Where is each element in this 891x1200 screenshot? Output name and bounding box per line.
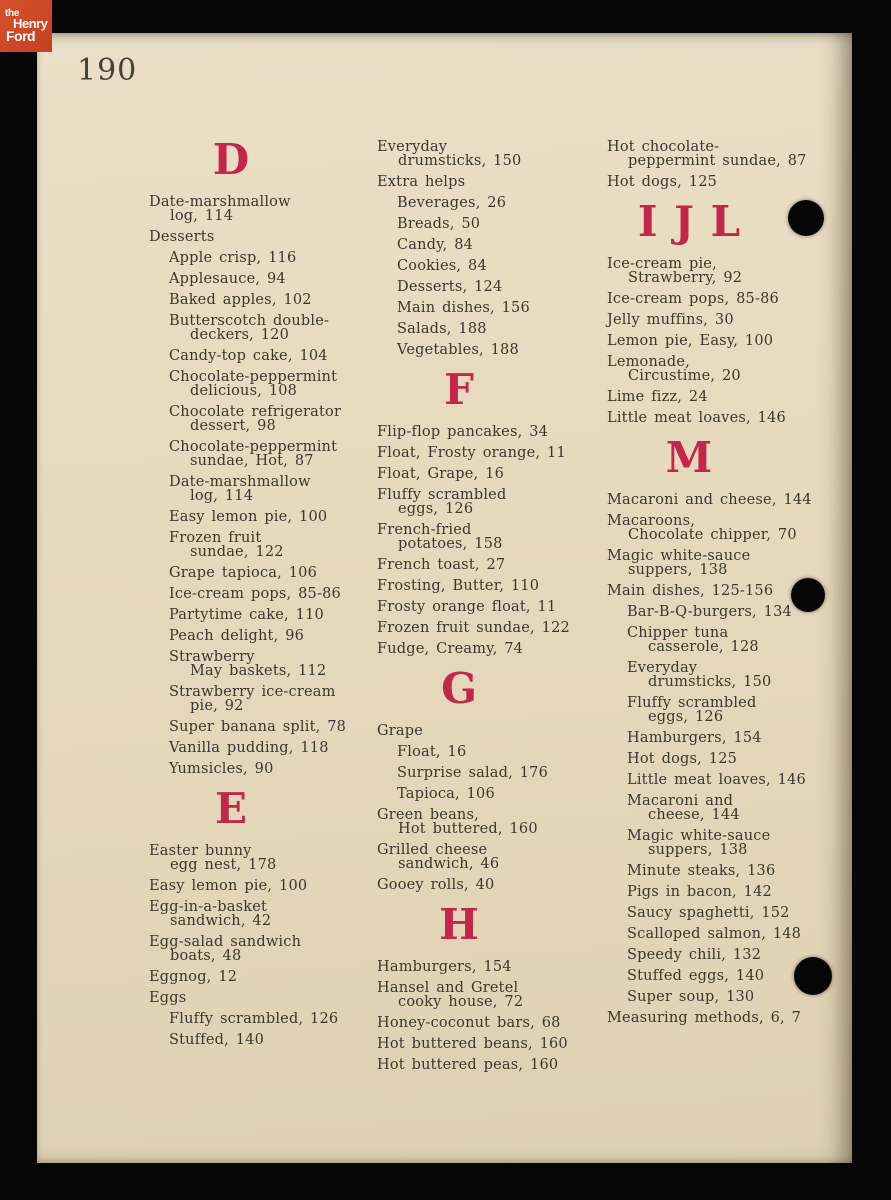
index-entry-line: Lime fizz, 24 [607, 389, 708, 405]
index-entry-wrap-line: peppermint sundae, 87 [628, 153, 807, 169]
hole-punch [788, 200, 824, 236]
index-entry [377, 175, 592, 189]
index-entry-line: Beverages, 26 [397, 195, 507, 211]
index-entry [377, 724, 592, 738]
index-entry [149, 272, 364, 286]
index-entry-line: Chipper tuna [627, 625, 729, 641]
index-entry-line: Stuffed eggs, 140 [627, 968, 765, 984]
index-entry-line: Desserts, 124 [397, 279, 503, 295]
index-entry [149, 531, 364, 559]
index-entry-line: Hot dogs, 125 [627, 751, 738, 767]
index-entry [149, 879, 364, 893]
index-entry-line: Salads, 188 [397, 321, 487, 337]
page-number: 190 [77, 53, 138, 88]
index-entry-line: Saucy spaghetti, 152 [627, 905, 790, 921]
index-entry [607, 794, 849, 822]
index-entry-line: Magic white-sauce [607, 548, 751, 564]
index-entry-line: Hot buttered peas, 160 [377, 1057, 559, 1073]
index-entry-line: Fluffy scrambled [377, 487, 507, 503]
index-entry-line: Jelly muffins, 30 [607, 312, 734, 328]
index-entry-line: Ice-cream pie, [607, 256, 717, 272]
index-entry-wrap-line: delicious, 108 [190, 383, 298, 399]
index-entry-line: French-fried [377, 522, 472, 538]
index-entry [607, 1011, 849, 1025]
index-entry-line: Fluffy scrambled [627, 695, 757, 711]
index-entry-line: Baked apples, 102 [169, 292, 312, 308]
index-entry [377, 467, 592, 481]
index-entry-wrap-line: sundae, 122 [190, 544, 284, 560]
index-entry [149, 650, 364, 678]
cookbook-index-page [37, 33, 852, 1163]
index-entry [377, 579, 592, 593]
index-entry [377, 322, 592, 336]
index-entry [377, 981, 592, 1009]
index-entry [607, 829, 849, 857]
index-entry-wrap-line: drumsticks, 150 [648, 674, 772, 690]
index-entry [149, 608, 364, 622]
index-entry [377, 642, 592, 656]
index-entry-line: Lemon pie, Easy, 100 [607, 333, 774, 349]
section-heading-d: D [212, 135, 251, 184]
index-entry [607, 752, 849, 766]
index-entry-line: Strawberry [169, 649, 255, 665]
index-entry-line: Egg-in-a-basket [149, 899, 268, 915]
index-entry-line: Green beans, [377, 807, 479, 823]
index-entry-line: Hot chocolate- [607, 139, 720, 155]
index-entry-line: Little meat loaves, 146 [627, 772, 806, 788]
index-entry-line: Apple crisp, 116 [169, 250, 297, 266]
index-entry-line: Little meat loaves, 146 [607, 410, 786, 426]
index-entry [149, 230, 364, 244]
index-entry-line: Date-marshmallow [169, 474, 311, 490]
index-entry [149, 720, 364, 734]
index-entry-line: Fudge, Creamy, 74 [377, 641, 524, 657]
logo-word-henry: Henry [13, 16, 48, 31]
index-entry-line: Frozen fruit sundae, 122 [377, 620, 570, 636]
index-entry [377, 766, 592, 780]
index-entry-line: Tapioca, 106 [397, 786, 495, 802]
index-entry [607, 411, 849, 425]
index-entry-line: Peach delight, 96 [169, 628, 305, 644]
index-entry-line: Surprise salad, 176 [397, 765, 549, 781]
index-entry-line: Macaroni and cheese, 144 [607, 492, 812, 508]
index-entry [607, 355, 849, 383]
index-entry [607, 493, 849, 507]
hole-punch [794, 957, 832, 995]
index-entry-line: Easter bunny [149, 843, 252, 859]
index-entry [377, 960, 592, 974]
index-entry [607, 334, 849, 348]
index-entry-line: Super banana split, 78 [169, 719, 347, 735]
section-heading-f: F [444, 365, 475, 414]
index-entry-line: Magic white-sauce [627, 828, 771, 844]
index-entry-line: Hamburgers, 154 [377, 959, 512, 975]
index-entry [377, 1016, 592, 1030]
index-entry [149, 844, 364, 872]
index-entry [607, 514, 849, 542]
index-entry-line: Butterscotch double- [169, 313, 330, 329]
index-entry [149, 349, 364, 363]
index-entry [149, 629, 364, 643]
index-entry [377, 558, 592, 572]
index-entry [377, 196, 592, 210]
index-entry-line: Eggnog, 12 [149, 969, 238, 985]
index-entry [149, 762, 364, 776]
index-entry-line: Grape tapioca, 106 [169, 565, 318, 581]
index-entry-wrap-line: suppers, 138 [648, 842, 748, 858]
index-entry [607, 257, 849, 285]
index-entry-wrap-line: casserole, 128 [648, 639, 759, 655]
index-entry-line: Hot buttered beans, 160 [377, 1036, 568, 1052]
index-entry [149, 440, 364, 468]
index-entry [149, 1033, 364, 1047]
index-entry [149, 566, 364, 580]
index-entry [607, 140, 849, 168]
index-entry [607, 864, 849, 878]
index-entry-wrap-line: egg nest, 178 [170, 857, 277, 873]
index-entry [377, 621, 592, 635]
logo-word-the: the [5, 8, 20, 19]
index-entry [607, 390, 849, 404]
index-entry [377, 1058, 592, 1072]
index-entry-line: Ice-cream pops, 85-86 [607, 291, 779, 307]
index-entry-line: Fluffy scrambled, 126 [169, 1011, 339, 1027]
index-entry [607, 313, 849, 327]
index-entry [607, 927, 849, 941]
index-entry-line: Main dishes, 125-156 [607, 583, 774, 599]
index-entry [377, 1037, 592, 1051]
index-entry [607, 731, 849, 745]
index-entry [377, 425, 592, 439]
index-entry-line: Float, Frosty orange, 11 [377, 445, 566, 461]
index-entry-wrap-line: eggs, 126 [398, 501, 474, 517]
index-entry [377, 446, 592, 460]
index-entry-line: Hot dogs, 125 [607, 174, 718, 190]
index-entry-line: Flip-flop pancakes, 34 [377, 424, 549, 440]
index-entry-wrap-line: Strawberry, 92 [628, 270, 743, 286]
index-entry-line: Hamburgers, 154 [627, 730, 762, 746]
index-entry [607, 549, 849, 577]
index-entry-line: French toast, 27 [377, 557, 506, 573]
index-entry-line: Vanilla pudding, 118 [169, 740, 329, 756]
index-entry [149, 251, 364, 265]
index-entry-line: Lemonade, [607, 354, 690, 370]
index-entry-line: Vegetables, 188 [397, 342, 519, 358]
section-heading-h: H [439, 900, 480, 949]
index-entry [149, 510, 364, 524]
index-entry-line: Egg-salad sandwich [149, 934, 302, 950]
index-entry [149, 405, 364, 433]
section-heading-ijl: I J L [637, 197, 742, 246]
index-entry-line: Everyday [627, 660, 698, 676]
index-entry [149, 741, 364, 755]
index-entry-wrap-line: cheese, 144 [648, 807, 740, 823]
index-entry [149, 475, 364, 503]
index-entry [377, 280, 592, 294]
index-entry [377, 523, 592, 551]
index-entry-line: Float, Grape, 16 [377, 466, 505, 482]
index-entry [377, 301, 592, 315]
index-entry [607, 773, 849, 787]
section-heading-m: M [665, 433, 714, 482]
index-entry-wrap-line: Chocolate chipper, 70 [628, 527, 797, 543]
index-entry-line: Everyday [377, 139, 448, 155]
index-entry-line: Stuffed, 140 [169, 1032, 264, 1048]
index-entry [607, 175, 849, 189]
index-entry [607, 906, 849, 920]
section-heading-g: G [441, 664, 478, 713]
index-entry-wrap-line: deckers, 120 [190, 327, 290, 343]
index-column-2 [377, 140, 592, 1079]
index-entry-line: Chocolate-peppermint [169, 369, 338, 385]
index-entry-wrap-line: boats, 48 [170, 948, 242, 964]
section-heading-e: E [214, 784, 248, 833]
index-entry [377, 878, 592, 892]
index-entry-line: Speedy chili, 132 [627, 947, 762, 963]
index-entry [149, 293, 364, 307]
index-entry-line: Breads, 50 [397, 216, 481, 232]
index-entry [377, 843, 592, 871]
index-entry-line: Scalloped salmon, 148 [627, 926, 802, 942]
index-entry-line: Chocolate-peppermint [169, 439, 338, 455]
index-entry-wrap-line: suppers, 138 [628, 562, 728, 578]
index-entry-wrap-line: sandwich, 42 [170, 913, 272, 929]
index-entry-line: Main dishes, 156 [397, 300, 530, 316]
index-entry [377, 343, 592, 357]
index-entry [149, 314, 364, 342]
index-entry-line: Frosty orange float, 11 [377, 599, 557, 615]
index-entry [377, 140, 592, 168]
index-entry-wrap-line: May baskets, 112 [190, 663, 327, 679]
index-entry-line: Candy-top cake, 104 [169, 348, 328, 364]
index-entry-line: Strawberry ice-cream [169, 684, 336, 700]
index-entry [149, 970, 364, 984]
index-entry-wrap-line: cooky house, 72 [398, 994, 524, 1010]
index-entry [149, 935, 364, 963]
index-entry-wrap-line: sundae, Hot, 87 [190, 453, 314, 469]
index-entry-line: Desserts [149, 229, 215, 245]
index-entry-line: Frozen fruit [169, 530, 262, 546]
index-entry [377, 745, 592, 759]
index-entry [149, 1012, 364, 1026]
index-entry-wrap-line: log, 114 [170, 208, 234, 224]
index-entry [377, 600, 592, 614]
index-entry [377, 217, 592, 231]
index-entry-line: Macaroons, [607, 513, 696, 529]
index-entry-line: Pigs in bacon, 142 [627, 884, 772, 900]
index-entry-wrap-line: potatoes, 158 [398, 536, 503, 552]
index-entry-line: Candy, 84 [397, 237, 474, 253]
index-entry-line: Chocolate refrigerator [169, 404, 342, 420]
index-entry-wrap-line: sandwich, 46 [398, 856, 500, 872]
index-entry-line: Float, 16 [397, 744, 467, 760]
index-entry-line: Eggs [149, 990, 187, 1006]
index-column-1 [149, 135, 364, 1054]
logo-word-ford: Ford [6, 28, 36, 44]
index-entry-line: Frosting, Butter, 110 [377, 578, 540, 594]
index-entry-wrap-line: Hot buttered, 160 [398, 821, 538, 837]
index-entry-line: Extra helps [377, 174, 466, 190]
index-entry [607, 661, 849, 689]
index-entry [607, 885, 849, 899]
index-entry-wrap-line: pie, 92 [190, 698, 244, 714]
index-entry [149, 991, 364, 1005]
index-entry-line: Bar-B-Q-burgers, 134 [627, 604, 792, 620]
index-entry-line: Applesauce, 94 [169, 271, 286, 287]
index-entry-line: Easy lemon pie, 100 [169, 509, 328, 525]
index-entry [149, 195, 364, 223]
index-entry-line: Date-marshmallow [149, 194, 291, 210]
index-entry [377, 259, 592, 273]
index-entry [377, 238, 592, 252]
index-entry-wrap-line: dessert, 98 [190, 418, 276, 434]
hole-punch [791, 578, 825, 612]
index-entry [607, 292, 849, 306]
henry-ford-logo [0, 0, 52, 52]
index-entry-wrap-line: Circustime, 20 [628, 368, 741, 384]
index-entry-line: Partytime cake, 110 [169, 607, 324, 623]
index-entry [377, 488, 592, 516]
index-entry [149, 370, 364, 398]
index-entry [607, 626, 849, 654]
index-entry-line: Macaroni and [627, 793, 734, 809]
index-entry-wrap-line: log, 114 [190, 488, 254, 504]
index-entry [149, 900, 364, 928]
index-entry [149, 685, 364, 713]
index-entry-line: Gooey rolls, 40 [377, 877, 495, 893]
index-entry-wrap-line: drumsticks, 150 [398, 153, 522, 169]
index-entry [607, 696, 849, 724]
index-entry-line: Cookies, 84 [397, 258, 487, 274]
index-entry-line: Hansel and Gretel [377, 980, 519, 996]
index-entry-line: Easy lemon pie, 100 [149, 878, 308, 894]
index-entry-line: Minute steaks, 136 [627, 863, 776, 879]
index-entry-line: Grape [377, 723, 424, 739]
index-entry-wrap-line: eggs, 126 [648, 709, 724, 725]
index-entry-line: Ice-cream pops, 85-86 [169, 586, 341, 602]
index-entry [377, 808, 592, 836]
index-entry-line: Grilled cheese [377, 842, 488, 858]
index-entry-line: Yumsicles, 90 [169, 761, 274, 777]
index-entry-line: Super soup, 130 [627, 989, 755, 1005]
index-entry [377, 787, 592, 801]
index-entry-line: Honey-coconut bars, 68 [377, 1015, 561, 1031]
index-entry [149, 587, 364, 601]
index-entry-line: Measuring methods, 6, 7 [607, 1010, 802, 1026]
